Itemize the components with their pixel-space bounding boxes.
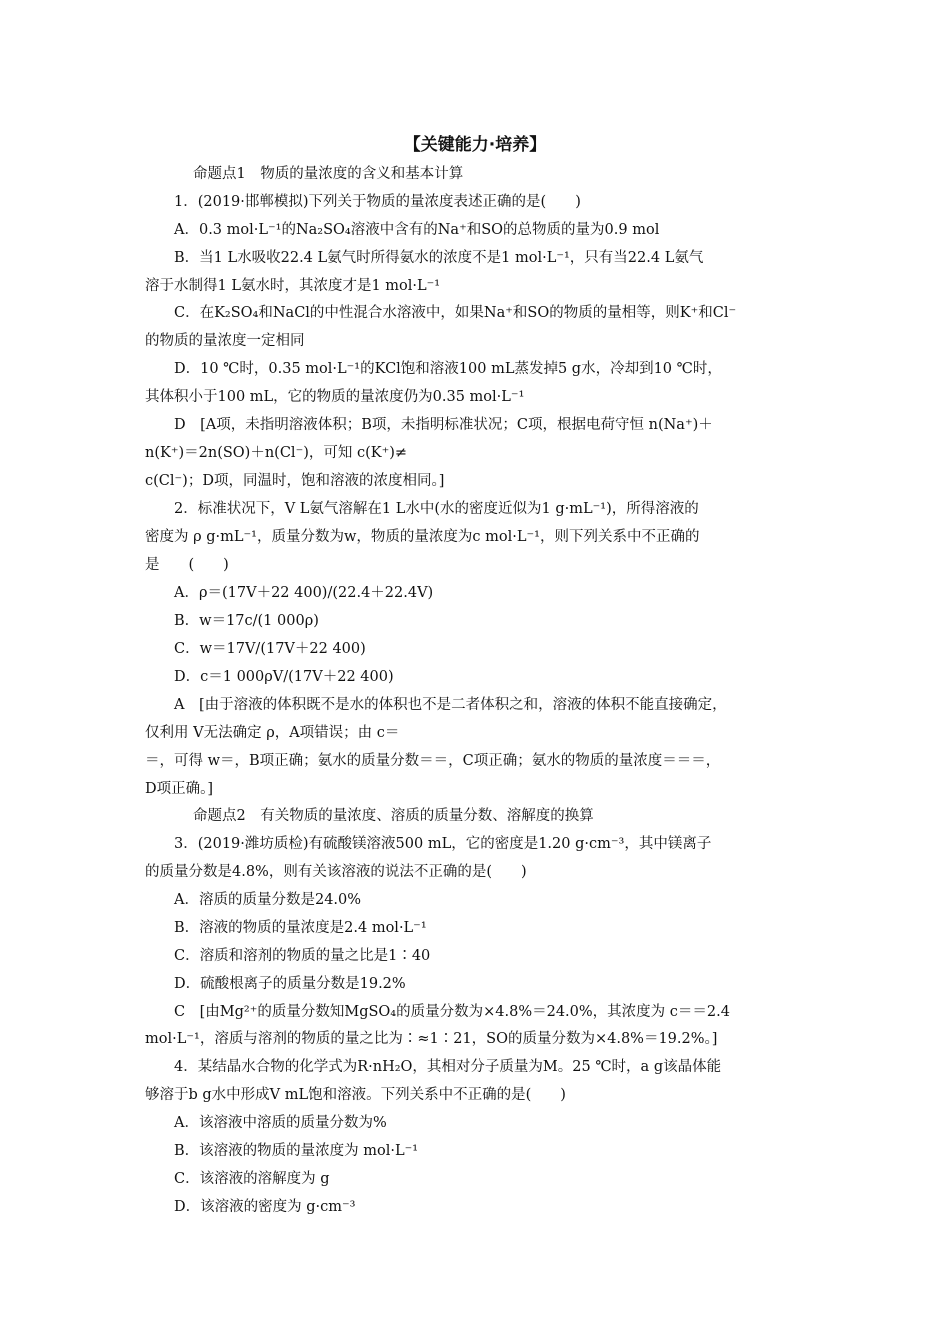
question-3-option-c: C．溶质和溶剂的物质的量之比是1∶40 bbox=[174, 948, 431, 964]
question-4-option-c: C．该溶液的溶解度为 g bbox=[174, 1171, 330, 1187]
section-title: 【关键能力·培养】 bbox=[403, 135, 547, 155]
question-4-option-a: A．该溶液中溶质的质量分数为% bbox=[174, 1115, 387, 1131]
question-1-stem: 1．(2019·邯郸模拟)下列关于物质的量浓度表述正确的是( ) bbox=[174, 194, 581, 210]
question-2-option-d: D．c＝1 000ρV/(17V＋22 400) bbox=[174, 669, 394, 685]
question-4-option-d: D．该溶液的密度为 g·cm⁻³ bbox=[174, 1199, 356, 1215]
question-3-answer: C [由Mg²⁺的质量分数知MgSO₄的质量分数为×4.8%＝24.0%，其浓度为 c＝＝2.4 bbox=[174, 1004, 730, 1020]
question-1-option-c-cont: 的物质的量浓度一定相同 bbox=[145, 333, 305, 349]
question-3-option-b: B．溶液的物质的量浓度是2.4 mol·L⁻¹ bbox=[174, 920, 427, 936]
question-1-option-d: D．10 ℃时，0.35 mol·L⁻¹的KCl饱和溶液100 mL蒸发掉5 g水，冷却到10 ℃时， bbox=[174, 361, 722, 377]
question-1-option-b-cont: 溶于水制得1 L氨水时，其浓度才是1 mol·L⁻¹ bbox=[145, 278, 441, 294]
question-2-stem-cont: 密度为 ρ g·mL⁻¹，质量分数为w，物质的量浓度为c mol·L⁻¹，则下列关系中不正确的 bbox=[145, 529, 700, 545]
question-2-answer: A [由于溶液的体积既不是水的体积也不是二者体积之和，溶液的体积不能直接确定， bbox=[174, 697, 727, 713]
question-3-option-a: A．溶质的质量分数是24.0% bbox=[174, 892, 362, 908]
question-4-stem-cont: 够溶于b g水中形成V mL饱和溶液。下列关系中不正确的是( ) bbox=[145, 1087, 566, 1103]
question-2-option-c: C．w＝17V/(17V＋22 400) bbox=[174, 641, 366, 657]
question-4-option-b: B．该溶液的物质的量浓度为 mol·L⁻¹ bbox=[174, 1143, 419, 1159]
question-3-answer-cont: mol·L⁻¹，溶质与溶剂的物质的量之比为∶≈1∶21，SO的质量分数为×4.8%＝19.2%。] bbox=[145, 1031, 718, 1047]
question-4-stem: 4．某结晶水合物的化学式为R·nH₂O，其相对分子质量为M。25 ℃时，a g该晶体能 bbox=[174, 1059, 722, 1075]
question-1-option-b: B．当1 L水吸收22.4 L氨气时所得氨水的浓度不是1 mol·L⁻¹，只有当22.4 L氨气 bbox=[174, 250, 704, 266]
topic-heading-1: 命题点1 物质的量浓度的含义和基本计算 bbox=[193, 166, 464, 182]
question-3-stem-cont: 的质量分数是4.8%，则有关该溶液的说法不正确的是( ) bbox=[145, 864, 527, 880]
question-1-option-c: C．在K₂SO₄和NaCl的中性混合水溶液中，如果Na⁺和SO的物质的量相等，则K⁺和Cl⁻ bbox=[174, 305, 737, 321]
question-2-answer-cont: 仅利用 V无法确定 ρ，A项错误；由 c＝ bbox=[145, 725, 400, 741]
question-3-stem: 3．(2019·潍坊质检)有硫酸镁溶液500 mL，它的密度是1.20 g·cm⁻³，其中镁离子 bbox=[174, 836, 712, 852]
question-2-option-b: B．w＝17c/(1 000ρ) bbox=[174, 613, 319, 629]
question-1-answer-cont: c(Cl⁻)；D项，同温时，饱和溶液的浓度相同。] bbox=[145, 473, 445, 489]
question-1-answer: D [A项，未指明溶液体积；B项，未指明标准状况；C项，根据电荷守恒 n(Na⁺)＋ bbox=[174, 417, 713, 433]
question-3-option-d: D．硫酸根离子的质量分数是19.2% bbox=[174, 976, 406, 992]
question-2-stem: 2．标准状况下，V L氨气溶解在1 L水中(水的密度近似为1 g·mL⁻¹)，所得溶液的 bbox=[174, 501, 699, 517]
question-1-option-d-cont: 其体积小于100 mL，它的物质的量浓度仍为0.35 mol·L⁻¹ bbox=[145, 389, 525, 405]
question-1-option-a: A．0.3 mol·L⁻¹的Na₂SO₄溶液中含有的Na⁺和SO的总物质的量为0.9 mol bbox=[174, 222, 660, 238]
question-2-stem-cont: 是 ( ) bbox=[145, 557, 229, 573]
topic-heading-2: 命题点2 有关物质的量浓度、溶质的质量分数、溶解度的换算 bbox=[193, 808, 594, 824]
question-1-answer-cont: n(K⁺)＝2n(SO)＋n(Cl⁻)，可知 c(K⁺)≠ bbox=[145, 445, 408, 461]
question-2-answer-cont: ＝，可得 w＝，B项正确；氨水的质量分数＝＝，C项正确；氨水的物质的量浓度＝＝＝， bbox=[145, 753, 721, 769]
question-2-answer-cont: D项正确。] bbox=[145, 781, 214, 797]
question-2-option-a: A．ρ＝(17V＋22 400)/(22.4＋22.4V) bbox=[174, 585, 434, 601]
